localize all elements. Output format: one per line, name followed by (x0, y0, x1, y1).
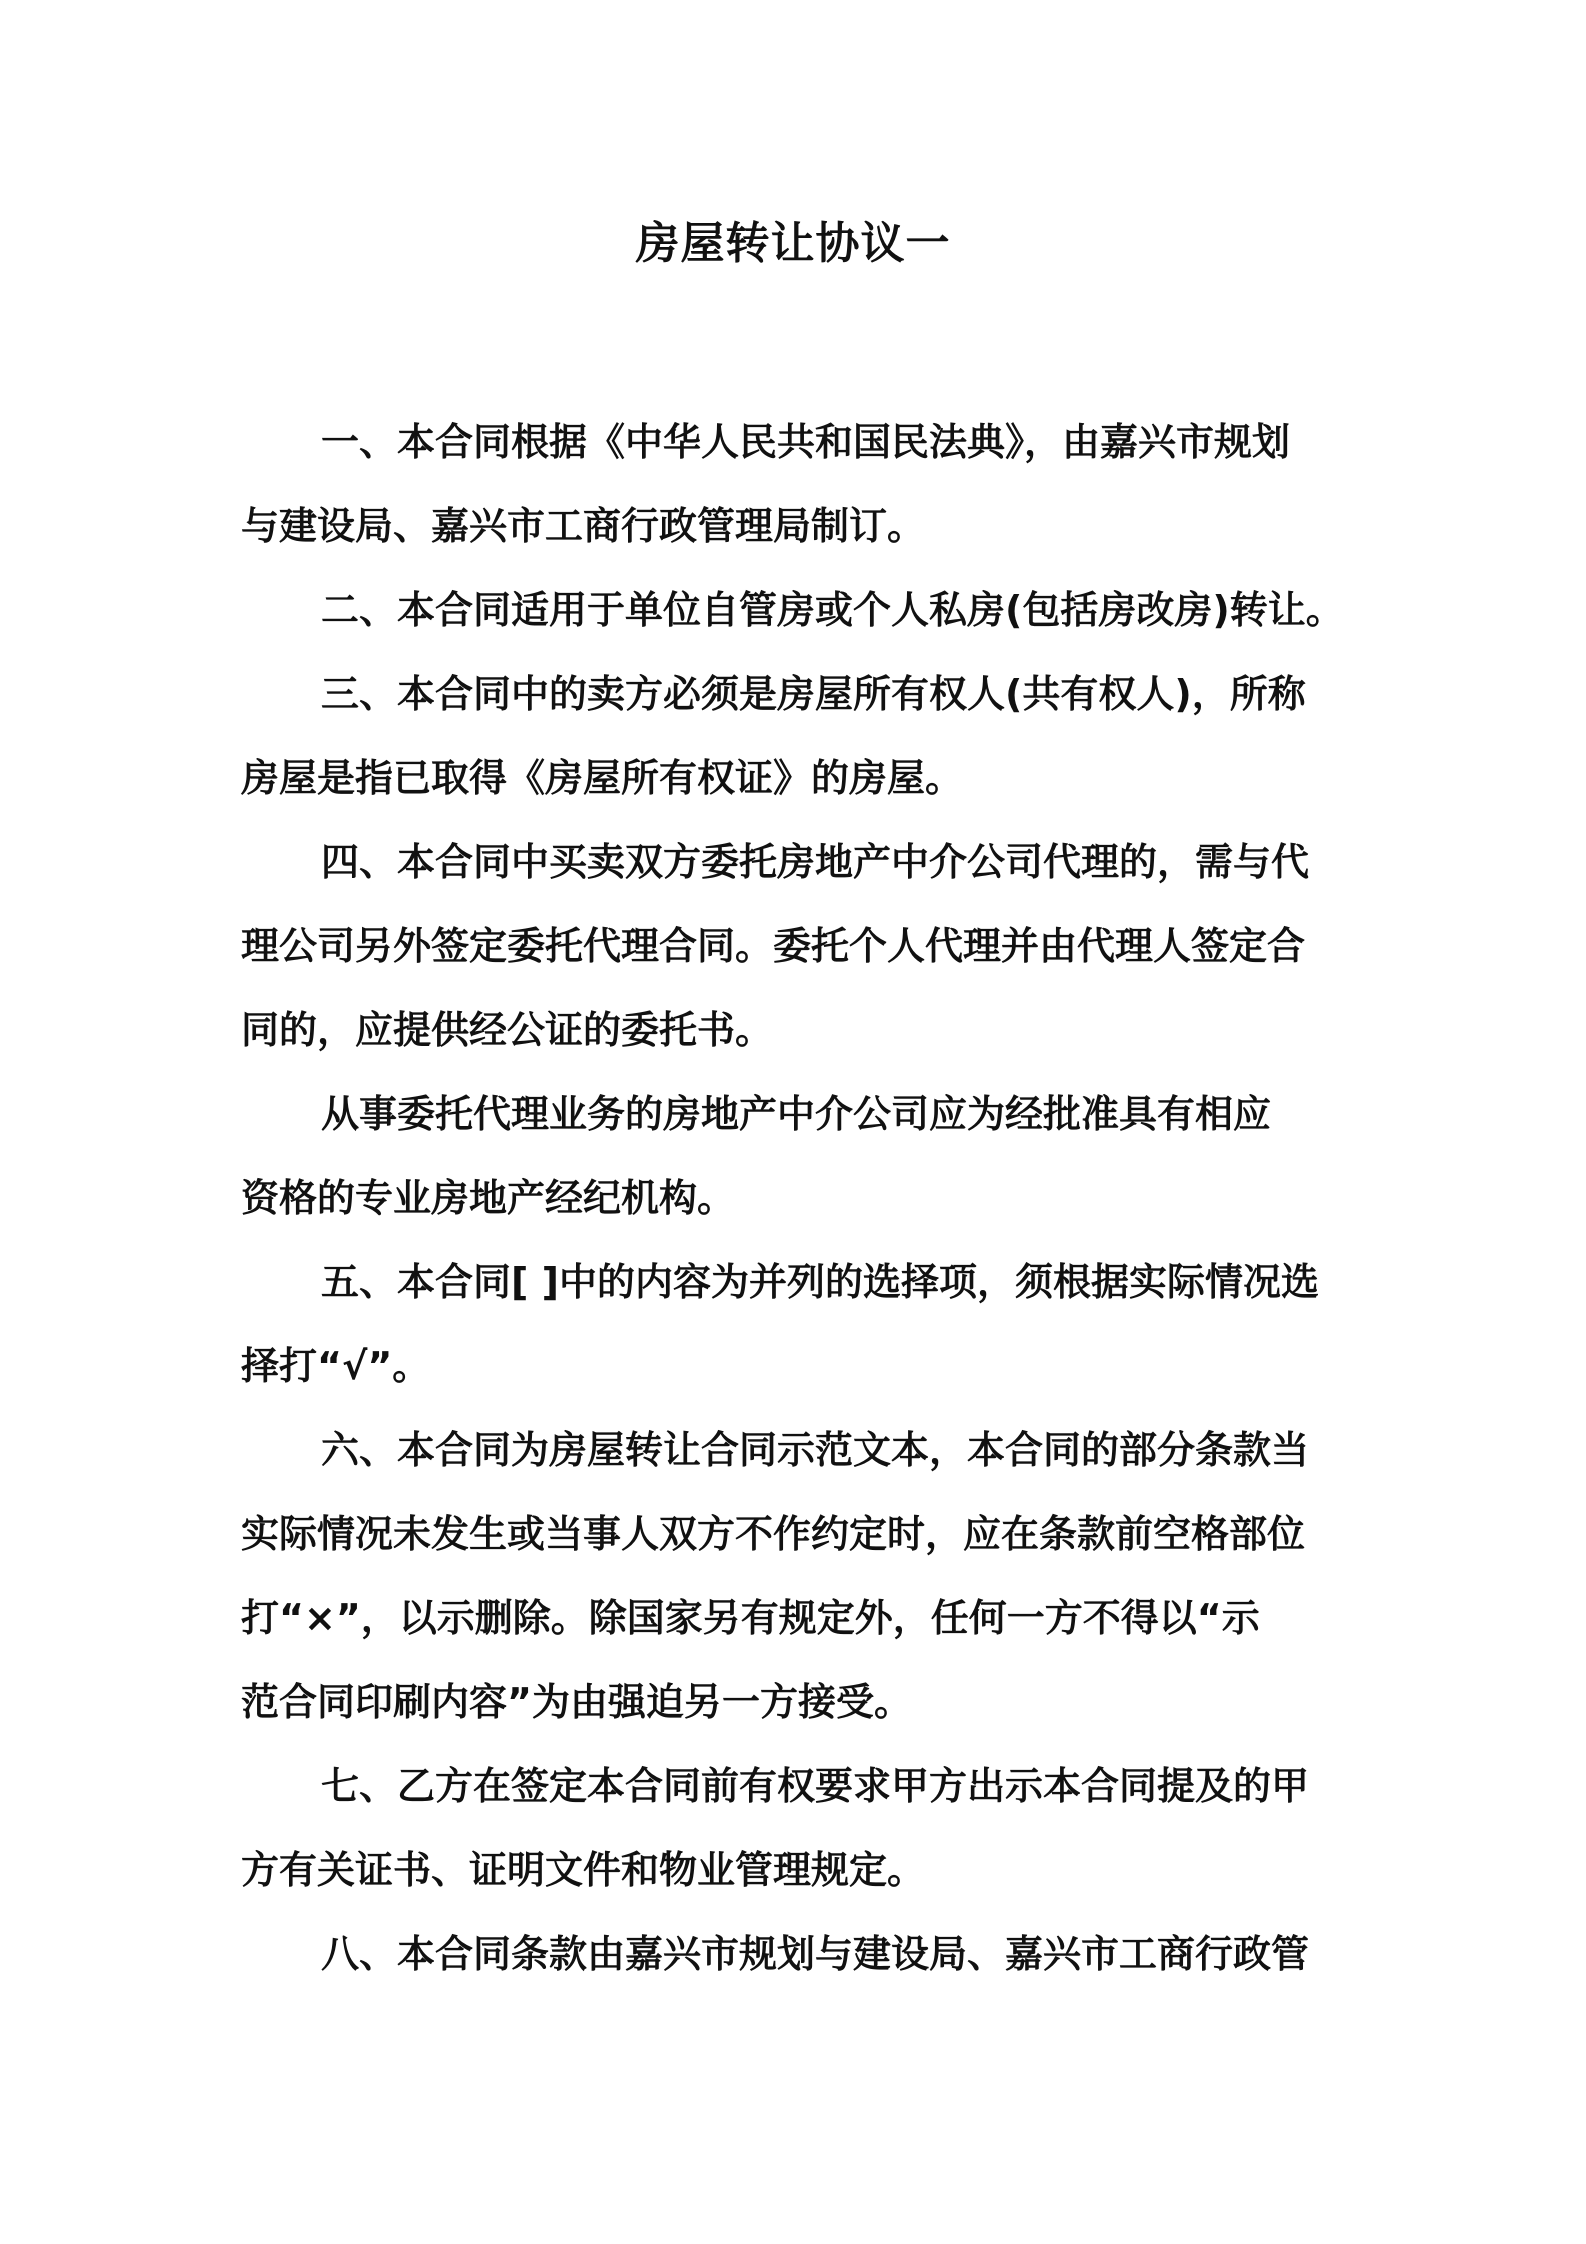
paragraph-line: 八、本合同条款由嘉兴市规划与建设局、嘉兴市工商行政管 (321, 1932, 1310, 1976)
paragraph-line: 范合同印刷内容”为由强迫另一方接受。 (241, 1680, 912, 1724)
paragraph-line: 五、本合同[ ]中的内容为并列的选择项，须根据实际情况选 (321, 1260, 1319, 1304)
paragraph-7 (241, 1744, 1351, 1912)
paragraph-line: 一、本合同根据《中华人民共和国民法典》，由嘉兴市规划 (321, 420, 1291, 464)
paragraph-4-continued (241, 1072, 1351, 1240)
paragraph-8 (241, 1912, 1351, 1996)
paragraph-line: 七、乙方在签定本合同前有权要求甲方出示本合同提及的甲 (321, 1764, 1310, 1808)
paragraph-line: 同的，应提供经公证的委托书。 (241, 1008, 774, 1052)
paragraph-line: 三、本合同中的卖方必须是房屋所有权人(共有权人)，所称 (321, 672, 1306, 716)
paragraph-line: 择打“√”。 (241, 1344, 431, 1388)
document-body (241, 400, 1351, 1996)
paragraph-line: 与建设局、嘉兴市工商行政管理局制订。 (241, 504, 926, 548)
paragraph-line: 打“×”，以示删除。除国家另有规定外，任何一方不得以“示 (241, 1596, 1260, 1640)
paragraph-line: 理公司另外签定委托代理合同。委托个人代理并由代理人签定合 (241, 924, 1306, 968)
paragraph-1 (241, 400, 1351, 568)
paragraph-line: 房屋是指已取得《房屋所有权证》的房屋。 (241, 756, 964, 800)
paragraph-line: 六、本合同为房屋转让合同示范文本，本合同的部分条款当 (321, 1428, 1310, 1472)
paragraph-line: 资格的专业房地产经纪机构。 (241, 1176, 736, 1220)
paragraph-5 (241, 1240, 1351, 1408)
document-title: 房屋转让协议一 (635, 218, 951, 269)
paragraph-line: 方有关证书、证明文件和物业管理规定。 (241, 1848, 926, 1892)
paragraph-line: 四、本合同中买卖双方委托房地产中介公司代理的，需与代 (321, 840, 1310, 884)
paragraph-line: 二、本合同适用于单位自管房或个人私房(包括房改房)转让。 (321, 588, 1344, 632)
paragraph-4 (241, 820, 1351, 1072)
paragraph-line: 实际情况未发生或当事人双方不作约定时，应在条款前空格部位 (241, 1512, 1306, 1556)
paragraph-2 (241, 568, 1351, 652)
paragraph-line: 从事委托代理业务的房地产中介公司应为经批准具有相应 (321, 1092, 1272, 1136)
paragraph-3 (241, 652, 1351, 820)
paragraph-6 (241, 1408, 1351, 1744)
